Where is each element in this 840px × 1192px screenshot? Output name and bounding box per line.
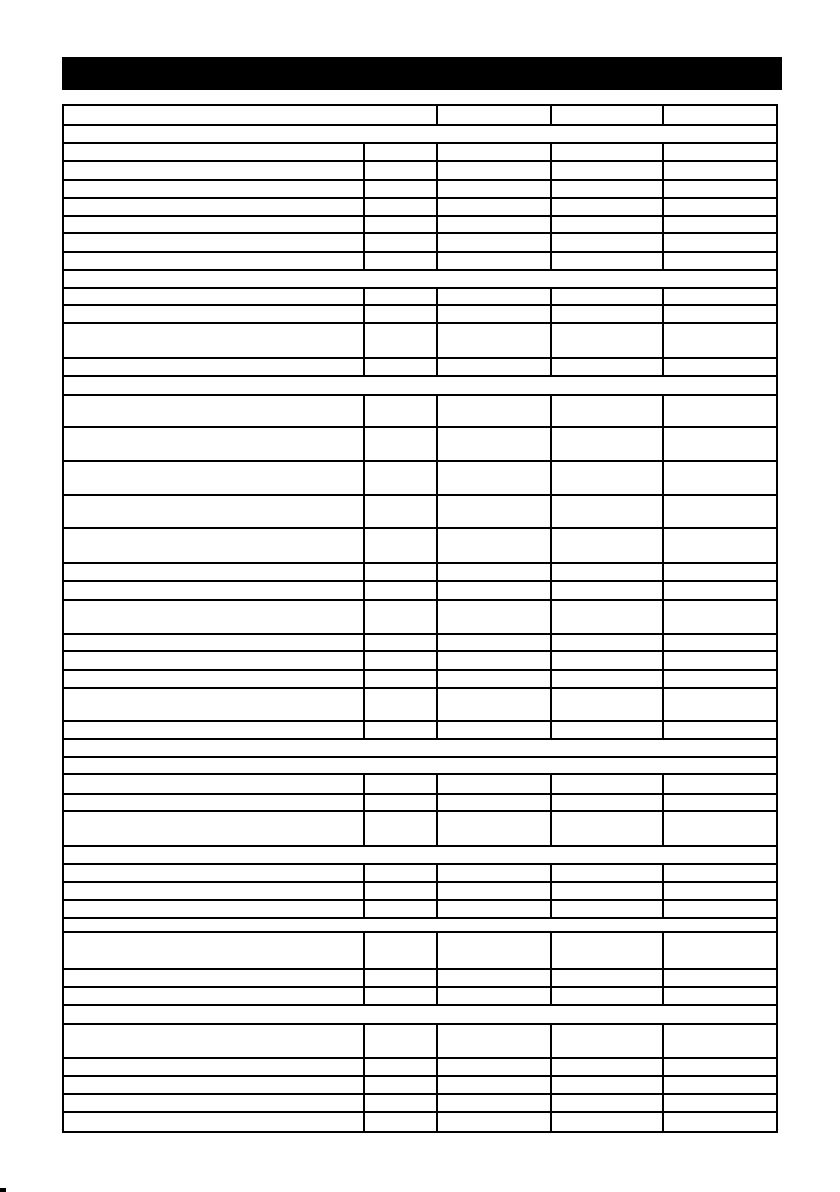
table-cell: [438, 396, 552, 426]
table-row: [64, 496, 776, 529]
table-cell: [365, 812, 438, 845]
corner-mark: [0, 1188, 6, 1192]
table-cell: [365, 162, 438, 179]
table-cell: [552, 199, 664, 215]
table-cell: [552, 181, 664, 197]
table-cell: [664, 970, 776, 986]
table-cell: [552, 1059, 664, 1075]
table-cell: [664, 396, 776, 426]
table-cell: [438, 901, 552, 917]
section-cell: [64, 377, 776, 394]
table-row: [64, 652, 776, 671]
section-cell: [64, 126, 776, 142]
table-cell: [664, 601, 776, 633]
table-row: [64, 933, 776, 970]
table-cell: [664, 1059, 776, 1075]
table-cell: [365, 722, 438, 738]
table-cell: [64, 865, 365, 881]
table-row: [64, 1113, 776, 1131]
table-cell: [64, 144, 365, 160]
table-cell: [64, 234, 365, 251]
table-cell: [365, 933, 438, 968]
table-cell: [552, 324, 664, 357]
table-cell: [64, 396, 365, 426]
table-cell: [64, 933, 365, 968]
section-cell: [64, 847, 776, 863]
table-cell: [64, 671, 365, 687]
table-cell: [552, 289, 664, 304]
table-cell: [552, 396, 664, 426]
table-cell: [365, 217, 438, 232]
table-cell: [552, 496, 664, 527]
table-cell: [438, 883, 552, 899]
table-cell: [438, 564, 552, 580]
table-cell: [664, 988, 776, 1004]
table-cell: [438, 1095, 552, 1111]
table-cell: [365, 1059, 438, 1075]
table-cell: [664, 564, 776, 580]
table-cell: [438, 144, 552, 160]
table-cell: [438, 652, 552, 669]
table-cell: [438, 359, 552, 375]
table-cell: [552, 359, 664, 375]
table-cell: [64, 689, 365, 720]
table-cell: [552, 1095, 664, 1111]
table-cell: [438, 217, 552, 232]
table-cell: [64, 795, 365, 810]
table-cell: [365, 428, 438, 460]
table-cell: [664, 1025, 776, 1057]
table-cell: [664, 144, 776, 160]
table-cell: [64, 181, 365, 197]
table-cell: [438, 970, 552, 986]
table-cell: [552, 217, 664, 232]
table-row: [64, 988, 776, 1006]
table-cell: [552, 865, 664, 881]
table-cell: [438, 496, 552, 527]
table-row: [64, 324, 776, 359]
table-row: [64, 289, 776, 306]
table-cell: [664, 162, 776, 179]
section-row: [64, 1006, 776, 1025]
table-cell: [552, 462, 664, 494]
table-cell: [365, 988, 438, 1004]
table-cell: [664, 359, 776, 375]
table-cell: [365, 582, 438, 599]
table-row: [64, 396, 776, 428]
table-row: [64, 689, 776, 722]
table-row: [64, 775, 776, 795]
table-cell: [365, 462, 438, 494]
table-cell: [552, 1113, 664, 1131]
table-row: [64, 199, 776, 217]
table-cell: [365, 775, 438, 793]
table-cell: [365, 795, 438, 810]
table-cell: [438, 1113, 552, 1131]
table-cell: [552, 795, 664, 810]
table-cell: [552, 933, 664, 968]
section-cell: [64, 1006, 776, 1023]
table-cell: [438, 289, 552, 304]
section-row: [64, 847, 776, 865]
table-cell: [664, 1077, 776, 1093]
table-cell: [552, 144, 664, 160]
table-cell: [664, 496, 776, 527]
table-cell: [64, 970, 365, 986]
table-cell: [64, 883, 365, 899]
table-row: [64, 883, 776, 901]
table-row: [64, 217, 776, 234]
section-row: [64, 758, 776, 775]
table-cell: [365, 496, 438, 527]
section-row: [64, 740, 776, 758]
spec-table: [62, 104, 778, 1133]
table-cell: [552, 671, 664, 687]
table-cell: [365, 671, 438, 687]
table-cell: [365, 1025, 438, 1057]
table-cell: [64, 652, 365, 669]
table-row: [64, 1025, 776, 1059]
table-row: [64, 306, 776, 324]
table-row: [64, 106, 776, 126]
table-cell: [438, 324, 552, 357]
table-cell: [438, 181, 552, 197]
table-row: [64, 359, 776, 377]
title-bar: [62, 57, 782, 90]
section-cell: [64, 919, 776, 931]
table-cell: [438, 253, 552, 269]
table-cell: [438, 106, 552, 124]
table-row: [64, 462, 776, 496]
table-cell: [552, 253, 664, 269]
table-row: [64, 144, 776, 162]
table-cell: [664, 234, 776, 251]
table-cell: [365, 529, 438, 562]
table-cell: [64, 1025, 365, 1057]
table-cell: [365, 234, 438, 251]
table-cell: [664, 635, 776, 650]
table-cell: [64, 582, 365, 599]
table-cell: [365, 883, 438, 899]
table-cell: [64, 1059, 365, 1075]
table-cell: [438, 462, 552, 494]
table-cell: [365, 181, 438, 197]
table-cell: [438, 1077, 552, 1093]
table-cell: [64, 306, 365, 322]
table-cell: [552, 306, 664, 322]
table-cell: [64, 496, 365, 527]
table-row: [64, 564, 776, 582]
table-cell: [64, 1113, 365, 1131]
table-cell: [552, 812, 664, 845]
table-cell: [365, 970, 438, 986]
table-cell: [552, 883, 664, 899]
table-cell: [438, 689, 552, 720]
table-cell: [552, 970, 664, 986]
table-cell: [438, 529, 552, 562]
table-cell: [64, 564, 365, 580]
table-cell: [64, 775, 365, 793]
table-cell: [438, 795, 552, 810]
table-cell: [664, 529, 776, 562]
table-cell: [365, 306, 438, 322]
table-cell: [64, 289, 365, 304]
table-cell: [365, 689, 438, 720]
table-cell: [552, 428, 664, 460]
table-cell: [664, 901, 776, 917]
table-cell: [365, 1113, 438, 1131]
table-cell: [664, 428, 776, 460]
table-row: [64, 234, 776, 253]
table-cell: [664, 671, 776, 687]
table-cell: [438, 812, 552, 845]
table-cell: [64, 162, 365, 179]
section-cell: [64, 758, 776, 773]
table-cell: [64, 359, 365, 375]
table-row: [64, 795, 776, 812]
table-cell: [664, 883, 776, 899]
table-cell: [664, 722, 776, 738]
table-cell: [438, 1025, 552, 1057]
table-cell: [365, 564, 438, 580]
table-cell: [438, 775, 552, 793]
table-row: [64, 901, 776, 919]
table-cell: [438, 933, 552, 968]
table-cell: [664, 462, 776, 494]
table-cell: [438, 234, 552, 251]
table-cell: [664, 306, 776, 322]
table-cell: [552, 234, 664, 251]
table-cell: [365, 1077, 438, 1093]
table-cell: [552, 689, 664, 720]
table-cell: [664, 795, 776, 810]
table-cell: [552, 582, 664, 599]
table-row: [64, 722, 776, 740]
section-row: [64, 377, 776, 396]
table-cell: [438, 199, 552, 215]
table-cell: [438, 1059, 552, 1075]
table-cell: [552, 901, 664, 917]
section-cell: [64, 740, 776, 756]
table-cell: [365, 289, 438, 304]
table-cell: [552, 635, 664, 650]
table-cell: [552, 564, 664, 580]
table-cell: [552, 722, 664, 738]
table-cell: [365, 865, 438, 881]
table-cell: [64, 722, 365, 738]
table-row: [64, 1077, 776, 1095]
table-cell: [64, 529, 365, 562]
table-cell: [664, 652, 776, 669]
table-row: [64, 1095, 776, 1113]
table-cell: [552, 162, 664, 179]
table-cell: [365, 901, 438, 917]
table-row: [64, 601, 776, 635]
table-cell: [365, 324, 438, 357]
table-cell: [438, 601, 552, 633]
section-row: [64, 271, 776, 289]
table-cell: [438, 582, 552, 599]
table-cell: [664, 582, 776, 599]
table-cell: [64, 635, 365, 650]
table-cell: [64, 812, 365, 845]
section-row: [64, 919, 776, 933]
table-cell: [664, 199, 776, 215]
table-cell: [552, 988, 664, 1004]
table-cell: [365, 652, 438, 669]
table-cell: [64, 901, 365, 917]
table-cell: [64, 199, 365, 215]
section-cell: [64, 271, 776, 287]
table-cell: [64, 988, 365, 1004]
table-cell: [64, 217, 365, 232]
table-cell: [664, 106, 776, 124]
table-cell: [365, 253, 438, 269]
table-row: [64, 582, 776, 601]
table-cell: [365, 601, 438, 633]
section-row: [64, 126, 776, 144]
table-row: [64, 181, 776, 199]
table-cell: [552, 775, 664, 793]
table-cell: [64, 601, 365, 633]
table-cell: [365, 1095, 438, 1111]
table-cell: [64, 462, 365, 494]
table-cell: [365, 396, 438, 426]
table-cell: [438, 722, 552, 738]
table-cell: [438, 162, 552, 179]
table-cell: [365, 144, 438, 160]
table-row: [64, 671, 776, 689]
table-cell: [664, 181, 776, 197]
table-cell: [365, 635, 438, 650]
table-cell: [552, 1077, 664, 1093]
table-cell: [664, 324, 776, 357]
table-cell: [438, 865, 552, 881]
table-cell: [664, 1113, 776, 1131]
table-cell: [664, 775, 776, 793]
table-row: [64, 162, 776, 181]
table-cell: [438, 428, 552, 460]
table-cell: [552, 601, 664, 633]
table-cell: [664, 933, 776, 968]
table-row: [64, 635, 776, 652]
table-row: [64, 428, 776, 462]
table-cell: [64, 1095, 365, 1111]
table-row: [64, 970, 776, 988]
table-cell: [664, 217, 776, 232]
table-cell: [664, 289, 776, 304]
table-cell: [664, 689, 776, 720]
table-cell: [438, 306, 552, 322]
table-cell: [438, 635, 552, 650]
table-cell: [552, 106, 664, 124]
table-cell: [365, 359, 438, 375]
table-cell: [64, 106, 438, 124]
table-cell: [552, 1025, 664, 1057]
table-cell: [438, 671, 552, 687]
table-cell: [64, 324, 365, 357]
table-cell: [365, 199, 438, 215]
table-cell: [664, 253, 776, 269]
table-cell: [64, 253, 365, 269]
table-row: [64, 812, 776, 847]
table-row: [64, 253, 776, 271]
table-cell: [664, 812, 776, 845]
table-cell: [552, 652, 664, 669]
table-row: [64, 865, 776, 883]
table-cell: [64, 1077, 365, 1093]
table-cell: [664, 1095, 776, 1111]
table-cell: [552, 529, 664, 562]
table-cell: [64, 428, 365, 460]
table-row: [64, 1059, 776, 1077]
table-cell: [664, 865, 776, 881]
table-row: [64, 529, 776, 564]
table-cell: [438, 988, 552, 1004]
